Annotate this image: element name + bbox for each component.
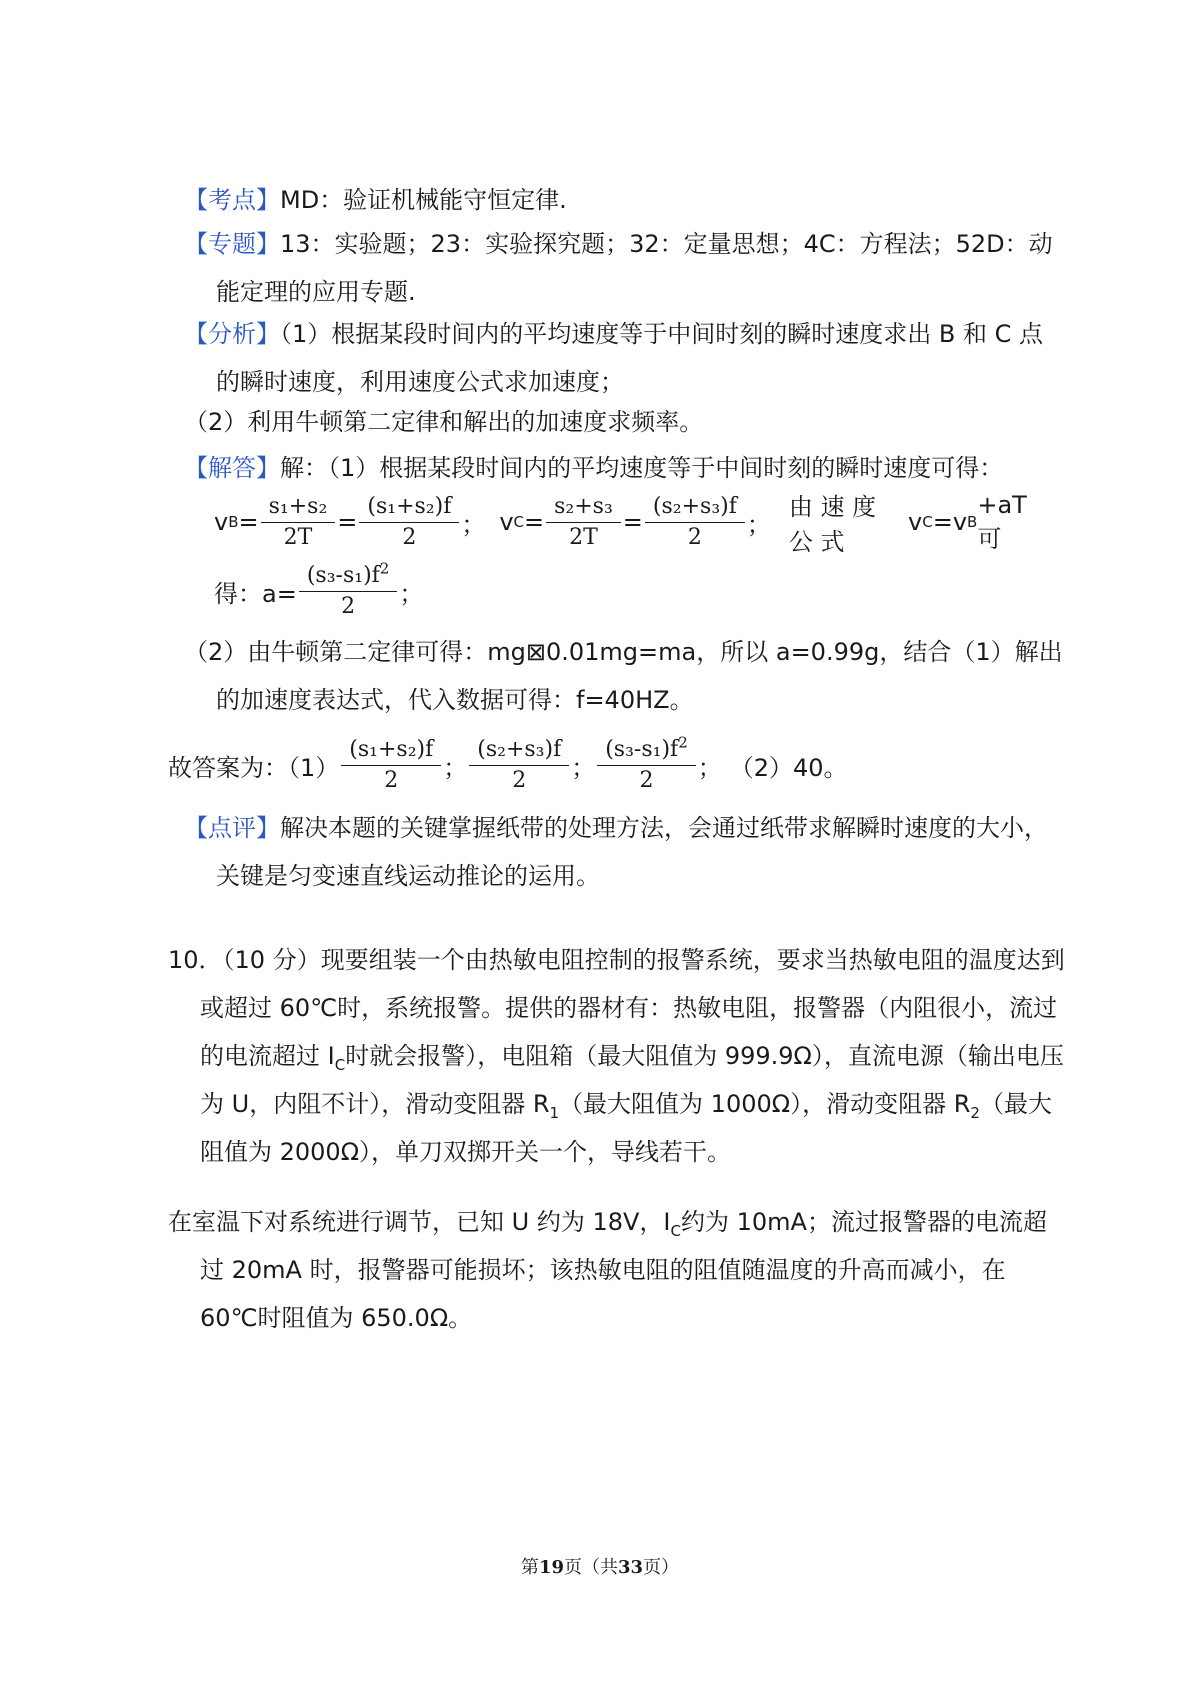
eq-sign-4: = bbox=[622, 508, 643, 536]
answer-line bbox=[168, 730, 1028, 800]
dianping-text: 解决本题的关键掌握纸带的处理方法，会通过纸带求解瞬时速度的大小，关键是匀变速直线运动推论的运用。 bbox=[216, 814, 1048, 890]
kaodian-text: MD：验证机械能守恒定律. bbox=[280, 186, 567, 214]
fraction-numerator bbox=[299, 559, 398, 591]
fraction-denominator: 2 bbox=[639, 767, 654, 793]
zhuanti-section bbox=[184, 220, 1066, 316]
footer-pre: 第 bbox=[520, 1557, 539, 1578]
semicolon-2: ； bbox=[746, 510, 771, 539]
answer-sep-2: ； bbox=[571, 753, 596, 782]
fraction-numerator: (s₂+s₃)f bbox=[469, 737, 569, 765]
fraction-denominator: 2 bbox=[384, 767, 399, 793]
footer-page-number: 19 bbox=[538, 1557, 564, 1578]
eq-sign-1: = bbox=[238, 508, 259, 536]
jieda-part2 bbox=[184, 628, 1066, 724]
q10-cond-sub: C bbox=[670, 1221, 681, 1240]
fenxi-line1: （1）根据某段时间内的平均速度等于中间时刻的瞬时速度求出 B 和 C 点的瞬时速度，利用速度公式求加速度； bbox=[216, 320, 1044, 396]
fraction-vb-2 bbox=[359, 494, 459, 550]
jieda-tag: 【解答】 bbox=[184, 454, 280, 482]
answer-prefix: 故答案为：（1） bbox=[168, 753, 340, 782]
vc-formula-end: +aT 可 bbox=[977, 490, 1027, 553]
fraction-denominator: 2 bbox=[687, 524, 702, 550]
q10-cond-a: 在室温下对系统进行调节，已知 U 约为 18V，I bbox=[168, 1208, 671, 1236]
fraction-numerator: s₁+s₂ bbox=[261, 494, 336, 522]
jieda-intro: 解：（1）根据某段时间内的平均速度等于中间时刻的瞬时速度可得： bbox=[280, 454, 1004, 482]
page-footer bbox=[0, 1553, 1200, 1579]
answer-fraction-3 bbox=[597, 733, 696, 793]
fraction-vc-1 bbox=[546, 494, 621, 550]
fraction-numerator-text: (s₃-s₁)f bbox=[306, 563, 380, 589]
fenxi-line2-block bbox=[184, 398, 1034, 446]
fraction-numerator: s₂+s₃ bbox=[546, 494, 621, 522]
eq-sign-2: = bbox=[337, 508, 358, 536]
q10-text-a: 10．（10 分）现要组装一个由热敏电阻控制的报警系统，要求当热敏电阻的温度达到或超过 60℃时，系统报警。提供的器材有：热敏电阻，报警器（内阻很小，流过的电流超过 I bbox=[168, 946, 1065, 1070]
footer-mid: 页（共 bbox=[564, 1557, 618, 1578]
footer-post: 页） bbox=[643, 1557, 680, 1578]
semicolon-1: ； bbox=[461, 510, 486, 539]
fenxi-tag: 【分析】 bbox=[184, 320, 280, 348]
a-prefix: 得：a= bbox=[214, 579, 297, 608]
kaodian-tag: 【考点】 bbox=[184, 186, 280, 214]
semicolon-3: ； bbox=[399, 579, 424, 608]
fraction-numerator: (s₁+s₂)f bbox=[341, 737, 441, 765]
q10-text-b: 时就会报警），电阻箱（最大阻值为 999.9Ω），直流电源（输出电压为 U，内阻不计），滑动变阻器 R bbox=[200, 1042, 1064, 1118]
fraction-vb-1 bbox=[261, 494, 336, 550]
vc-label: v bbox=[499, 508, 514, 536]
fraction-denominator: 2 bbox=[512, 767, 527, 793]
vc-formula-mid: =v bbox=[932, 508, 968, 536]
fraction-numerator: (s₂+s₃)f bbox=[645, 494, 745, 522]
jieda-part2-text: （2）由牛顿第二定律可得：mg⊠0.01mg=ma，所以 a=0.99g，结合（1）解出的加速度表达式，代入数据可得：f=40HZ。 bbox=[184, 638, 1063, 714]
vb-label: v bbox=[214, 508, 229, 536]
q10-sub-r2: 2 bbox=[970, 1103, 980, 1122]
fraction-numerator bbox=[597, 733, 696, 765]
zhuanti-tag: 【专题】 bbox=[184, 230, 280, 258]
fraction-numerator: (s₁+s₂)f bbox=[359, 494, 459, 522]
answer-sep-1: ； bbox=[443, 753, 468, 782]
fraction-denominator: 2T bbox=[283, 524, 313, 550]
q10-sub-ic: C bbox=[334, 1055, 346, 1074]
footer-total-pages: 33 bbox=[618, 1557, 644, 1578]
q10-text-d: （最大阻值为 2000Ω），单刀双掷开关一个，导线若干。 bbox=[200, 1090, 1052, 1166]
fraction-a bbox=[299, 559, 398, 619]
zhuanti-text: 13：实验题；23：实验探究题；32：定量思想；4C：方程法；52D：动能定理的应用专题. bbox=[216, 230, 1053, 306]
fraction-numerator-text: (s₃-s₁)f bbox=[605, 737, 679, 763]
fenxi-line2: （2）利用牛顿第二定律和解出的加速度求频率。 bbox=[184, 408, 704, 436]
answer-fraction-2 bbox=[469, 737, 569, 793]
speed-formula-text: 由 速 度 公 式 bbox=[788, 493, 877, 556]
q10-text-c: （最大阻值为 1000Ω），滑动变阻器 R bbox=[559, 1090, 971, 1118]
q10-sub-r1: 1 bbox=[549, 1103, 560, 1122]
fenxi-section bbox=[184, 310, 1066, 406]
question-10 bbox=[168, 936, 1066, 1176]
fraction-sup: 2 bbox=[678, 733, 688, 752]
fraction-denominator: 2 bbox=[341, 593, 356, 619]
velocity-formulas: v B = $\frac{\text{s₁+s₂}}{2T}$ = $\frac{\text{(s₁+s₂)f}}{2}$ ； v C = $\frac{\text{s₂+s₃}}{2T}$ = $\frac{\text{(s₂+s₃)f}}{2}$ ； 由 速 度 公 式 v C =v B +aT 可 bbox=[214, 490, 1034, 554]
vc-formula: v bbox=[908, 508, 923, 536]
fraction-vc-2 bbox=[645, 494, 745, 550]
acceleration-formula bbox=[214, 556, 1034, 626]
answer-sep-3: ； bbox=[697, 753, 722, 782]
fraction-sup: 2 bbox=[379, 559, 390, 578]
q10-cond-b: 约为 10mA；流过报警器的电流超过 20mA 时，报警器可能损坏；该热敏电阻的阻值随温度的升高而减小，在 60℃时阻值为 650.0Ω。 bbox=[200, 1208, 1047, 1332]
dianping-section bbox=[184, 804, 1066, 900]
kaodian-section bbox=[184, 176, 1034, 224]
jieda-intro-block bbox=[184, 444, 1034, 492]
question-10-conditions bbox=[168, 1198, 1066, 1342]
dianping-tag: 【点评】 bbox=[184, 814, 280, 842]
answer-suffix: （2）40。 bbox=[729, 753, 848, 782]
fraction-denominator: 2 bbox=[402, 524, 417, 550]
answer-fraction-1 bbox=[341, 737, 441, 793]
fraction-denominator: 2T bbox=[569, 524, 598, 550]
eq-sign-3: = bbox=[524, 508, 545, 536]
